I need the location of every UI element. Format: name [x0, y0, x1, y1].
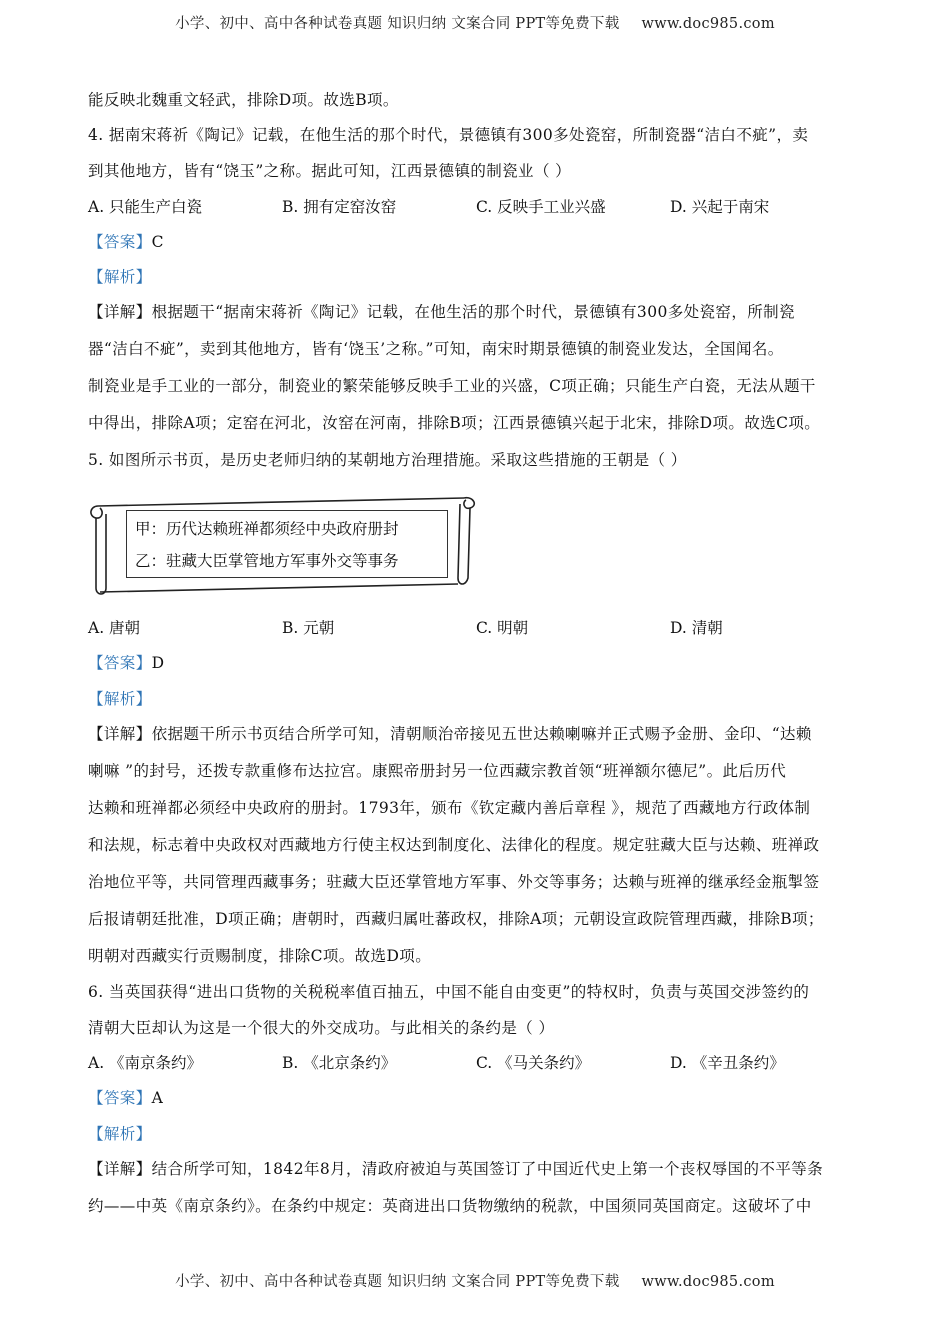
q4-analysis-label: 【解析】 — [88, 268, 152, 286]
answer-value: D — [151, 654, 165, 672]
q5-stem: 5. 如图所示书页，是历史老师归纳的某朝地方治理措施。采取这些措施的王朝是（ ） — [88, 451, 687, 469]
answer-label: 【答案】 — [88, 233, 152, 251]
q4-option-b: B. 拥有定窑汝窑 — [282, 198, 397, 216]
answer-value: A — [151, 1089, 164, 1107]
q4-option-c: C. 反映手工业兴盛 — [476, 198, 606, 216]
q4-option-a: A. 只能生产白瓷 — [88, 198, 203, 216]
q6-stem-line-1: 6. 当英国获得“进出口货物的关税税率值百抽五，中国不能自由变更”的特权时，负责与英国交涉签约的 — [88, 983, 810, 1001]
q6-analysis-label: 【解析】 — [88, 1125, 152, 1143]
q4-detail-line-4: 中得出，排除A项；定窑在河北，汝窑在河南，排除B项；江西景德镇兴起于北宋，排除D项。故选C项。 — [88, 414, 821, 432]
answer-value: C — [151, 233, 164, 251]
page-footer — [0, 1270, 950, 1291]
scroll-line-jia: 甲：历代达赖班禅都须经中央政府册封 — [135, 520, 399, 538]
page-header — [0, 12, 950, 33]
q5-answer — [88, 652, 164, 674]
q4-option-d: D. 兴起于南宋 — [670, 198, 770, 216]
q5-option-d: D. 清朝 — [670, 619, 723, 637]
q3-tail: 能反映北魏重文轻武，排除D项。故选B项。 — [88, 91, 399, 109]
q5-analysis-label: 【解析】 — [88, 690, 152, 708]
answer-label: 【答案】 — [88, 1089, 152, 1107]
footer-url[interactable]: www.doc985.com — [641, 1274, 775, 1290]
q6-stem-line-2: 清朝大臣却认为这是一个很大的外交成功。与此相关的条约是（ ） — [88, 1019, 555, 1037]
q6-detail-line-1 — [88, 1158, 823, 1180]
q4-stem-line-1: 4. 据南宋蒋祈《陶记》记载，在他生活的那个时代，景德镇有300多处瓷窑，所制瓷器“洁白不疵”，卖 — [88, 126, 809, 144]
answer-label: 【答案】 — [88, 654, 152, 672]
q6-option-a: A. 《南京条约》 — [88, 1054, 203, 1072]
detail-text: 根据题干“据南宋蒋祈《陶记》记载，在他生活的那个时代，景德镇有300多处瓷窑，所制瓷 — [151, 303, 795, 321]
q4-answer — [88, 231, 164, 253]
q4-detail-line-1 — [88, 301, 795, 323]
q5-detail-line-1 — [88, 723, 812, 745]
q5-detail-line-6: 后报请朝廷批准，D项正确；唐朝时，西藏归属吐蕃政权，排除A项；元朝设宣政院管理西藏，排除B项； — [88, 910, 824, 928]
header-url[interactable]: www.doc985.com — [641, 16, 775, 32]
q5-option-c: C. 明朝 — [476, 619, 529, 637]
q5-detail-line-3: 达赖和班禅都必须经中央政府的册封。1793年，颁布《钦定藏内善后章程 》，规范了西藏地方行政体制 — [88, 799, 811, 817]
q4-stem-line-2: 到其他地方，皆有“饶玉”之称。据此可知，江西景德镇的制瓷业（ ） — [88, 162, 572, 180]
q6-answer — [88, 1087, 163, 1109]
detail-label: 【详解】 — [88, 725, 152, 743]
detail-text: 依据题干所示书页结合所学可知，清朝顺治帝接见五世达赖喇嘛并正式赐予金册、金印、“达赖 — [151, 725, 812, 743]
detail-text: 结合所学可知，1842年8月，清政府被迫与英国签订了中国近代史上第一个丧权辱国的不平等条 — [151, 1160, 824, 1178]
q5-detail-line-5: 治地位平等，共同管理西藏事务；驻藏大臣还掌管地方军事、外交等事务；达赖与班禅的继承经金瓶掣签 — [88, 873, 820, 891]
q5-option-b: B. 元朝 — [282, 619, 335, 637]
q4-detail-line-2: 器“洁白不疵”，卖到其他地方，皆有‘饶玉’之称。”可知，南宋时期景德镇的制瓷业发达，全国闻名。 — [88, 340, 784, 358]
footer-text: 小学、初中、高中各种试卷真题 知识归纳 文案合同 PPT等免费下载 — [175, 1274, 620, 1290]
q5-detail-line-4: 和法规，标志着中央政权对西藏地方行使主权达到制度化、法律化的程度。规定驻藏大臣与达赖、班禅政 — [88, 836, 820, 854]
book-page-scroll — [86, 488, 478, 600]
q6-option-b: B. 《北京条约》 — [282, 1054, 397, 1072]
scroll-content-box — [126, 510, 448, 578]
q5-detail-line-7: 明朝对西藏实行贡赐制度，排除C项。故选D项。 — [88, 947, 432, 965]
scroll-line-yi: 乙：驻藏大臣掌管地方军事外交等事务 — [135, 552, 399, 570]
q4-detail-line-3: 制瓷业是手工业的一部分，制瓷业的繁荣能够反映手工业的兴盛，C项正确；只能生产白瓷，无法从题干 — [88, 377, 816, 395]
q6-detail-line-2: 约——中英《南京条约》。在条约中规定：英商进出口货物缴纳的税款，中国须同英国商定。这破坏了中 — [88, 1197, 812, 1215]
detail-label: 【详解】 — [88, 1160, 152, 1178]
q6-option-d: D. 《辛丑条约》 — [670, 1054, 785, 1072]
q5-option-a: A. 唐朝 — [88, 619, 141, 637]
detail-label: 【详解】 — [88, 303, 152, 321]
q5-detail-line-2: 喇嘛 ”的封号，还拨专款重修布达拉宫。康熙帝册封另一位西藏宗教首领“班禅额尔德尼”。此后历代 — [88, 762, 787, 780]
q6-option-c: C. 《马关条约》 — [476, 1054, 591, 1072]
header-text: 小学、初中、高中各种试卷真题 知识归纳 文案合同 PPT等免费下载 — [175, 16, 620, 32]
